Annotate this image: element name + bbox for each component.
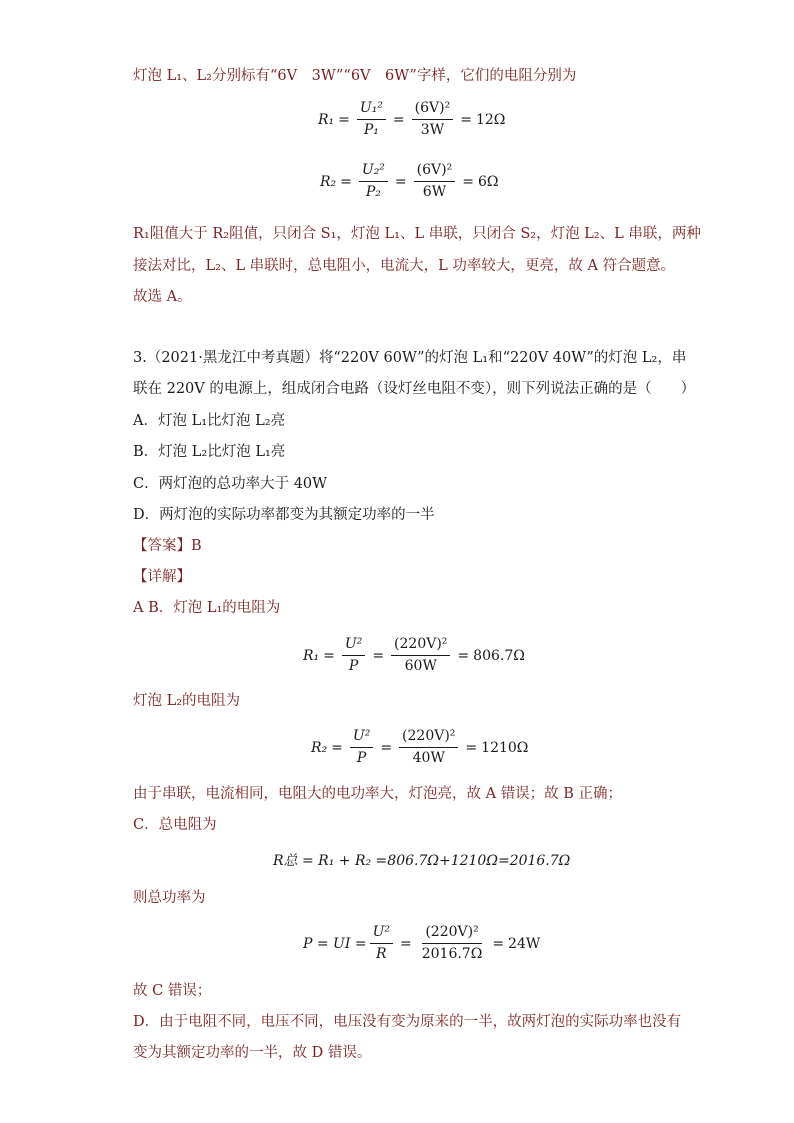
equation-r2-q3: R₂ = $\frac{\text{U²}}{P}$ = $\frac{\text{(220V)²}}{40W}$ = 1210Ω [311, 728, 529, 766]
comparison-line-2: 接法对比，L₂、L 串联时，总电阻小，电流大，L 功率较大，更亮，故 A 符合题意。 [133, 258, 676, 274]
question-stem-2: 联在 220V 的电源上，组成闭合电路（设灯丝电阻不变），则下列说法正确的是（ ） [133, 381, 696, 397]
eq-num2: (220V)² [399, 728, 458, 748]
equation-total-resistance [273, 850, 570, 870]
c-conclusion: 故 C 错误； [133, 983, 212, 999]
eq-den: R [376, 946, 387, 962]
eq-den: P [356, 750, 367, 766]
eq-num: U² [342, 636, 365, 656]
eq-body: R总 = R₁ + R₂ =806.7Ω+1210Ω=2016.7Ω [273, 853, 571, 869]
eq-den2: 60W [404, 658, 437, 674]
equation-r1-q3: R₁ = $\frac{\text{U²}}{P}$ = $\frac{\text{(220V)²}}{60W}$ = 806.7Ω [303, 636, 525, 674]
eq-num: U² [370, 924, 393, 944]
ab-intro: A B．灯泡 L₁的电阻为 [133, 600, 281, 616]
eq-num2: (6V)² [412, 100, 454, 120]
eq-num: U₁² [357, 100, 386, 120]
eq-lhs: R₂ [320, 173, 337, 190]
eq-result: 806.7Ω [473, 647, 525, 664]
option-d: D．两灯泡的实际功率都变为其额定功率的一半 [133, 507, 435, 523]
eq-den: P₁ [363, 122, 379, 138]
eq-num: U₂² [359, 162, 388, 182]
detail-label: 【详解】 [133, 569, 191, 585]
eq-lhs: R₂ [311, 739, 328, 756]
comparison-line-1: R₁阻值大于 R₂阻值，只闭合 S₁，灯泡 L₁、L 串联，只闭合 S₂，灯泡 L₂、L 串联，两种 [133, 226, 701, 242]
d-conclusion-2: 变为其额定功率的一半，故 D 错误。 [133, 1045, 372, 1061]
option-c: C．两灯泡的总功率大于 40W [133, 476, 328, 492]
total-power-intro: 则总功率为 [133, 890, 206, 906]
eq-num: U² [350, 728, 373, 748]
option-a: A．灯泡 L₁比灯泡 L₂亮 [133, 413, 286, 429]
equation-r2: R₂ = $\frac{\text{U₂²}}{\text{P₂}}$ = $\frac{\text{(6V)²}}{6W}$ = 6Ω [320, 162, 499, 200]
l2-intro: 灯泡 L₂的电阻为 [133, 693, 241, 709]
eq-num2: (220V)² [422, 924, 481, 944]
eq-lhs: R₁ [318, 111, 335, 128]
eq-den2: 40W [412, 750, 445, 766]
choice-conclusion: 故选 A。 [133, 289, 192, 305]
eq-result: 24W [508, 935, 541, 952]
resistance-intro: 灯泡 L₁、L₂分别标有“6V 3W”“6V 6W”字样，它们的电阻分别为 [133, 68, 577, 84]
answer-label: 【答案】B [133, 538, 202, 554]
eq-lhs: R₁ [303, 647, 320, 664]
eq-den2: 2016.7Ω [421, 946, 483, 962]
eq-num2: (6V)² [414, 162, 456, 182]
ab-conclusion: 由于串联，电流相同，电阻大的电功率大，灯泡亮，故 A 错误；故 B 正确； [133, 786, 623, 802]
eq-num2: (220V)² [391, 636, 450, 656]
c-intro: C．总电阻为 [133, 817, 217, 833]
equation-r1: R₁ = $\frac{\text{U₁²}}{\text{P₁}}$ = $\frac{\text{(6V)²}}{3W}$ = 12Ω [318, 100, 506, 138]
d-conclusion-1: D．由于电阻不同，电压不同，电压没有变为原来的一半，故两灯泡的实际功率也没有 [133, 1014, 682, 1030]
equation-total-power: P = UI = $\frac{\text{U²}}{R}$ = $\frac{\text{(220V)²}}{2016.7\Omega}$ = 24W [303, 924, 541, 962]
eq-result: 1210Ω [481, 739, 529, 756]
question-stem-1: 3.（2021·黑龙江中考真题）将“220V 60W”的灯泡 L₁和“220V 40W”的灯泡 L₂，串 [133, 350, 687, 366]
eq-result: 6Ω [477, 173, 499, 190]
eq-result: 12Ω [475, 111, 506, 128]
eq-den: P₂ [365, 184, 381, 200]
eq-den2: 6W [422, 184, 447, 200]
eq-den: P [348, 658, 359, 674]
eq-den2: 3W [420, 122, 445, 138]
option-b: B．灯泡 L₂比灯泡 L₁亮 [133, 444, 286, 460]
eq-lhs: P = UI = [303, 935, 367, 952]
